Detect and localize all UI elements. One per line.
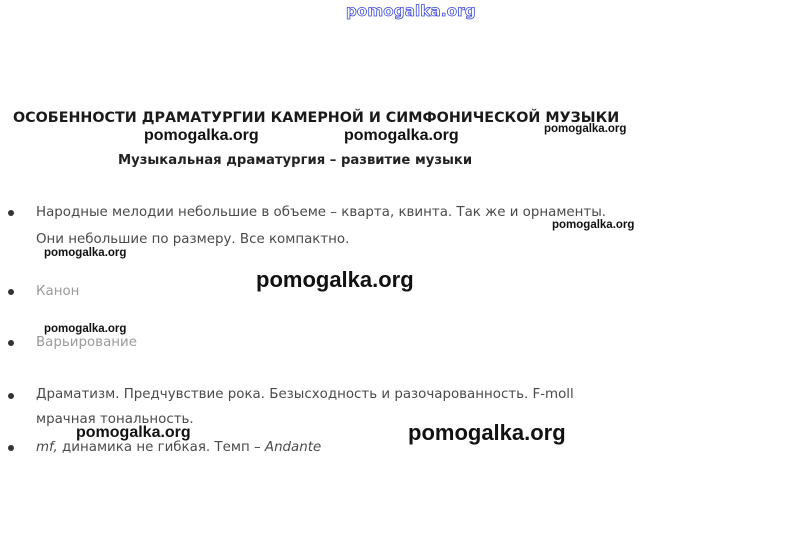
list-item-text: Народные мелодии небольшие в объеме – кварта, квинта. Так же и орнаменты. [36,205,607,220]
bullet [8,289,14,295]
list-item-text: Канон [36,284,80,299]
top-watermark: pomogalka.org [346,2,476,20]
watermark: pomogalka.org [552,219,635,231]
bullet [8,210,14,216]
tempo-marking: Andante [264,440,322,455]
watermark: pomogalka.org [76,424,191,441]
bullet [8,393,14,399]
watermark: pomogalka.org [44,323,127,335]
watermark: pomogalka.org [144,127,259,144]
list-item-text: Драматизм. Предчувствие рока. Безысходность и разочарованность. F-moll [36,387,574,402]
watermark: pomogalka.org [544,123,627,135]
bullet [8,340,14,346]
list-item-text-rest: динамика не гибкая. Темп – [57,440,265,455]
slide-subtitle: Музыкальная драматургия – развитие музыки [118,153,473,168]
list-item-text: мрачная тональность. [36,412,194,427]
watermark: pomogalka.org [344,127,459,144]
watermark: pomogalka.org [408,420,566,445]
list-item-text: Варьирование [36,335,137,350]
dynamic-marking: mf, [36,440,58,455]
bullet [8,445,14,451]
slide-title: ОСОБЕННОСТИ ДРАМАТУРГИИ КАМЕРНОЙ И СИМФОНИЧЕСКОЙ МУЗЫКИ [13,110,620,126]
list-item-text: Они небольшие по размеру. Все компактно. [36,232,350,247]
watermark: pomogalka.org [44,247,127,259]
watermark: pomogalka.org [256,267,414,292]
